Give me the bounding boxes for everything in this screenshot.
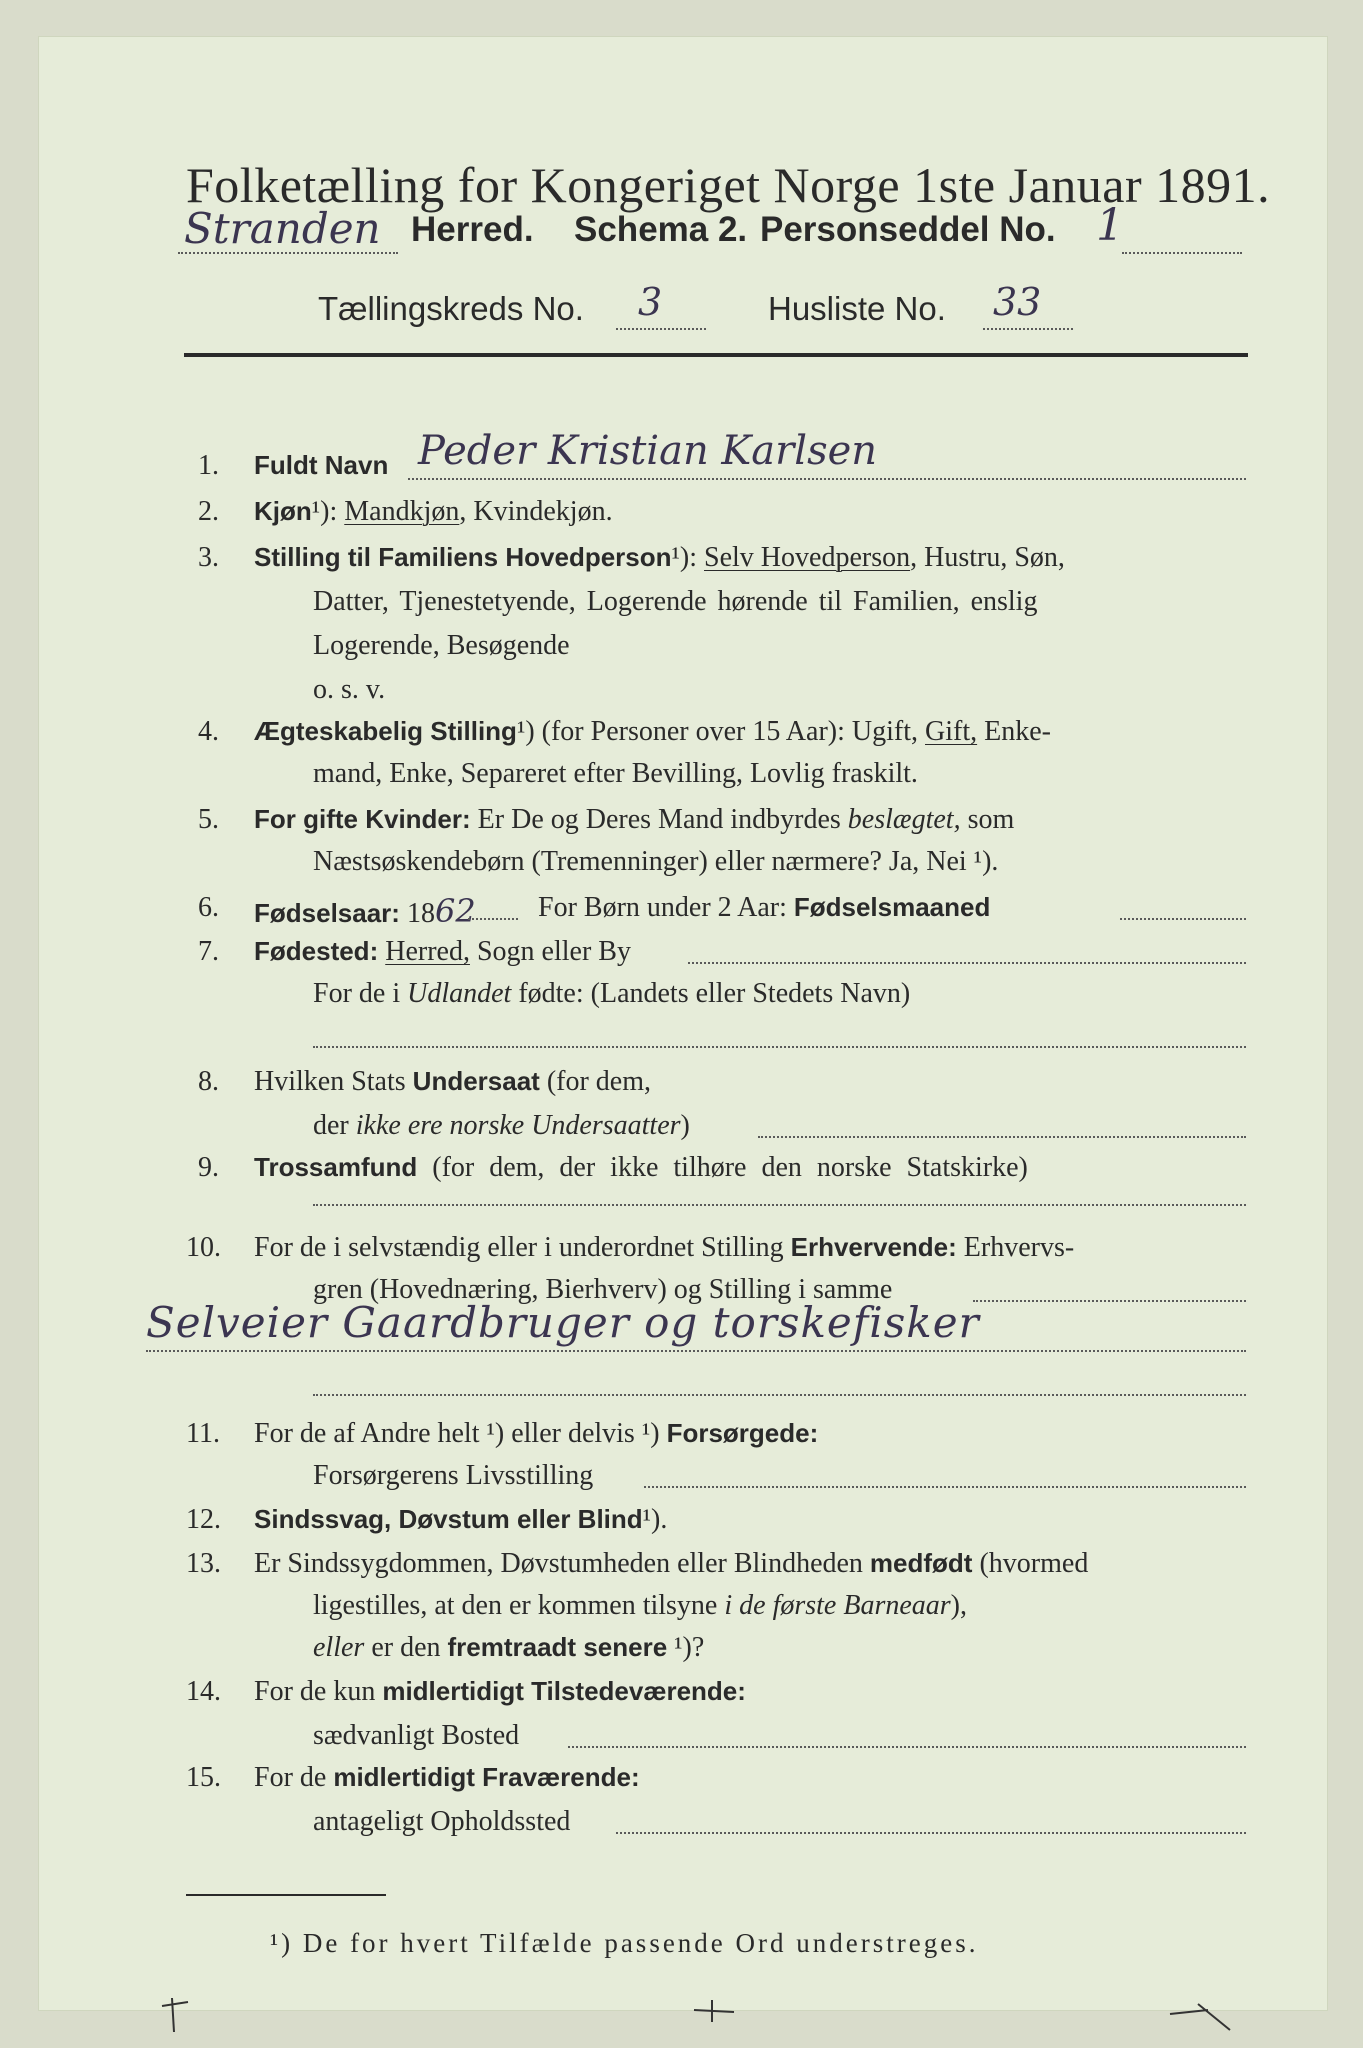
q4-line2: mand, Enke, Separeret efter Bevilling, Lovlig fraskilt. — [313, 758, 918, 789]
q8-line1b: Undersaat — [412, 1066, 540, 1096]
q6-rest-line — [538, 892, 990, 924]
q13-line2b: i de første Barneaar — [724, 1590, 951, 1621]
q8-line2b: ikke ere norske Undersaatter — [355, 1110, 681, 1141]
husliste-label: Husliste No. — [768, 290, 946, 327]
q11-line1b: Forsørgede: — [666, 1418, 819, 1448]
q9-rest: (for dem, der ikke tilhøre den norske Statskirke) — [432, 1152, 1028, 1183]
q14-line1 — [254, 1676, 746, 1708]
q3-rest1: , Hustru, Søn, — [910, 542, 1065, 573]
q15-line1a: For de — [254, 1762, 327, 1793]
q14-line2: sædvanligt Bosted — [313, 1720, 520, 1751]
q6-number: 6. — [198, 892, 219, 923]
q10-number: 10. — [186, 1232, 221, 1263]
q7-line2 — [313, 978, 910, 1010]
q7-line2c: fødte: (Landets eller Stedets Navn) — [518, 978, 911, 1009]
q4-label: Ægteskabelig Stilling — [254, 716, 517, 746]
q10-value: Selveier Gaardbruger og torskefisker — [146, 1298, 980, 1347]
q8-line2c: ) — [680, 1110, 690, 1141]
q14-line1b: midlertidigt Tilstedeværende: — [382, 1676, 746, 1706]
q5-italic: beslægtet, — [847, 804, 961, 835]
census-form-page — [38, 36, 1328, 2011]
q9-line — [254, 1152, 1028, 1184]
q7-line2b: Udlandet — [407, 978, 512, 1009]
q10-line1a: For de i selvstændig eller i underordnet Stilling — [254, 1232, 784, 1263]
q15-line1b: midlertidigt Fraværende: — [333, 1762, 640, 1792]
q13-line2c: ), — [950, 1590, 967, 1621]
q12-number: 12. — [186, 1504, 221, 1535]
q10-line1c: Erhvervs- — [963, 1232, 1075, 1263]
q4-number: 4. — [198, 716, 219, 747]
kreds-value: 3 — [638, 280, 663, 324]
q3-label: Stilling til Familiens Hovedperson — [254, 542, 672, 572]
q2-number: 2. — [198, 496, 219, 527]
q12-rest: ¹). — [642, 1504, 668, 1535]
q5-label: For gifte Kvinder: — [254, 804, 471, 834]
personseddel-label: Personseddel No. — [760, 210, 1056, 249]
q7-label: Fødested: — [254, 936, 379, 966]
q3-sup: ¹): — [671, 542, 698, 573]
q5-rest2: som — [967, 804, 1015, 835]
q13-line3c: fremtraadt senere — [447, 1632, 668, 1662]
q2-opt2: , Kvindekjøn. — [459, 496, 613, 527]
q8-line1c: (for dem, — [546, 1066, 652, 1097]
q9-number: 9. — [198, 1152, 219, 1183]
q7-rest: Sogn eller By — [476, 936, 631, 967]
q3-line3: Logerende, Besøgende — [313, 630, 570, 661]
q13-line3b: er den — [371, 1632, 441, 1663]
q11-number: 11. — [186, 1418, 220, 1449]
q5-line2: Næstsøskendebørn (Tremenninger) eller nærmere? Ja, Nei ¹). — [313, 846, 999, 877]
q2-selected: Mandkjøn — [344, 496, 460, 527]
q4-rest1: ¹) (for Personer over 15 Aar): Ugift, — [516, 716, 918, 747]
q12-label: Sindssvag, Døvstum eller Blind — [254, 1504, 643, 1534]
q9-label: Trossamfund — [254, 1152, 418, 1182]
q8-number: 8. — [198, 1066, 219, 1097]
personseddel-value: 1 — [1096, 200, 1124, 251]
q13-line1c: (hvormed — [979, 1548, 1089, 1579]
header-rule — [184, 353, 1248, 357]
registration-mark-center — [690, 1996, 740, 2026]
q10-line1b: Erhvervende: — [790, 1232, 957, 1262]
q8-line2 — [313, 1110, 690, 1142]
q12-line — [254, 1504, 667, 1536]
q15-number: 15. — [186, 1762, 221, 1793]
q3-number: 3. — [198, 542, 219, 573]
q7-line2a: For de i — [313, 978, 401, 1009]
q6-value: 62 — [434, 892, 476, 930]
q3-line1 — [254, 542, 1065, 574]
footnote-rule — [186, 1894, 386, 1896]
q4-line1 — [254, 716, 1051, 748]
q1-value: Peder Kristian Karlsen — [418, 428, 878, 474]
registration-mark-right — [1168, 1996, 1238, 2036]
q7-line1 — [254, 936, 631, 968]
q4-selected: Gift, — [925, 716, 978, 747]
q10-line1 — [254, 1232, 1074, 1264]
q13-line3a: eller — [313, 1632, 365, 1663]
q3-line2: Datter, Tjenestetyende, Logerende hørende til Familien, enslig — [313, 586, 1038, 617]
q6-rest: For Børn under 2 Aar: — [538, 892, 787, 923]
registration-mark-left — [158, 1996, 198, 2036]
q13-number: 13. — [186, 1548, 221, 1579]
q2-label: Kjøn — [254, 496, 312, 526]
q5-line1 — [254, 804, 1014, 836]
q14-number: 14. — [186, 1676, 221, 1707]
kreds-label: Tællingskreds No. — [318, 290, 584, 327]
q8-line1a: Hvilken Stats — [254, 1066, 406, 1097]
q8-line2a: der — [313, 1110, 349, 1141]
q3-selected: Selv Hovedperson — [704, 542, 911, 573]
q10-line2: gren (Hovednæring, Bierhverv) og Stilling i samme — [313, 1274, 893, 1305]
q13-line2 — [313, 1590, 967, 1622]
q7-selected: Herred, — [385, 936, 470, 967]
herred-value: Stranden — [184, 204, 381, 253]
q11-line1a: For de af Andre helt ¹) eller delvis ¹) — [254, 1418, 660, 1449]
q7-number: 7. — [198, 936, 219, 967]
herred-label: Herred. — [411, 210, 534, 249]
q13-line1 — [254, 1548, 1088, 1580]
q1-label: Fuldt Navn — [254, 450, 389, 480]
q6-label: Fødselsaar: — [254, 898, 400, 928]
q11-line2: Forsørgerens Livsstilling — [313, 1460, 594, 1491]
q1-number: 1. — [198, 450, 219, 481]
q13-line1a: Er Sindssygdommen, Døvstumheden eller Blindheden — [254, 1548, 863, 1579]
q3-line4: o. s. v. — [313, 674, 386, 705]
q8-line1 — [254, 1066, 651, 1098]
husliste-value: 33 — [993, 280, 1042, 324]
form-title: Folketælling for Kongeriget Norge 1ste Januar 1891. — [186, 157, 1271, 213]
q11-line1 — [254, 1418, 818, 1450]
q4-rest2: Enke- — [984, 716, 1051, 747]
footnote: ¹) De for hvert Tilfælde passende Ord understreges. — [270, 1928, 979, 1958]
q15-line1 — [254, 1762, 640, 1794]
q13-line2a: ligestilles, at den er kommen tilsyne — [313, 1590, 718, 1621]
q5-number: 5. — [198, 804, 219, 835]
q2-content — [254, 496, 613, 528]
q15-line2: antageligt Opholdssted — [313, 1806, 571, 1837]
q6-prefix: 18 — [406, 898, 435, 929]
q2-sup: ¹): — [311, 496, 338, 527]
q14-line1a: For de kun — [254, 1676, 376, 1707]
q13-line3 — [313, 1632, 704, 1664]
q5-rest1: Er De og Deres Mand indbyrdes — [477, 804, 841, 835]
schema-label: Schema 2. — [574, 210, 748, 249]
q6-label2: Fødselsmaaned — [793, 892, 991, 922]
q6-line — [254, 892, 476, 930]
q13-line3d: ¹)? — [674, 1632, 705, 1663]
q13-line1b: medfødt — [869, 1548, 973, 1578]
q2-row — [198, 496, 219, 528]
